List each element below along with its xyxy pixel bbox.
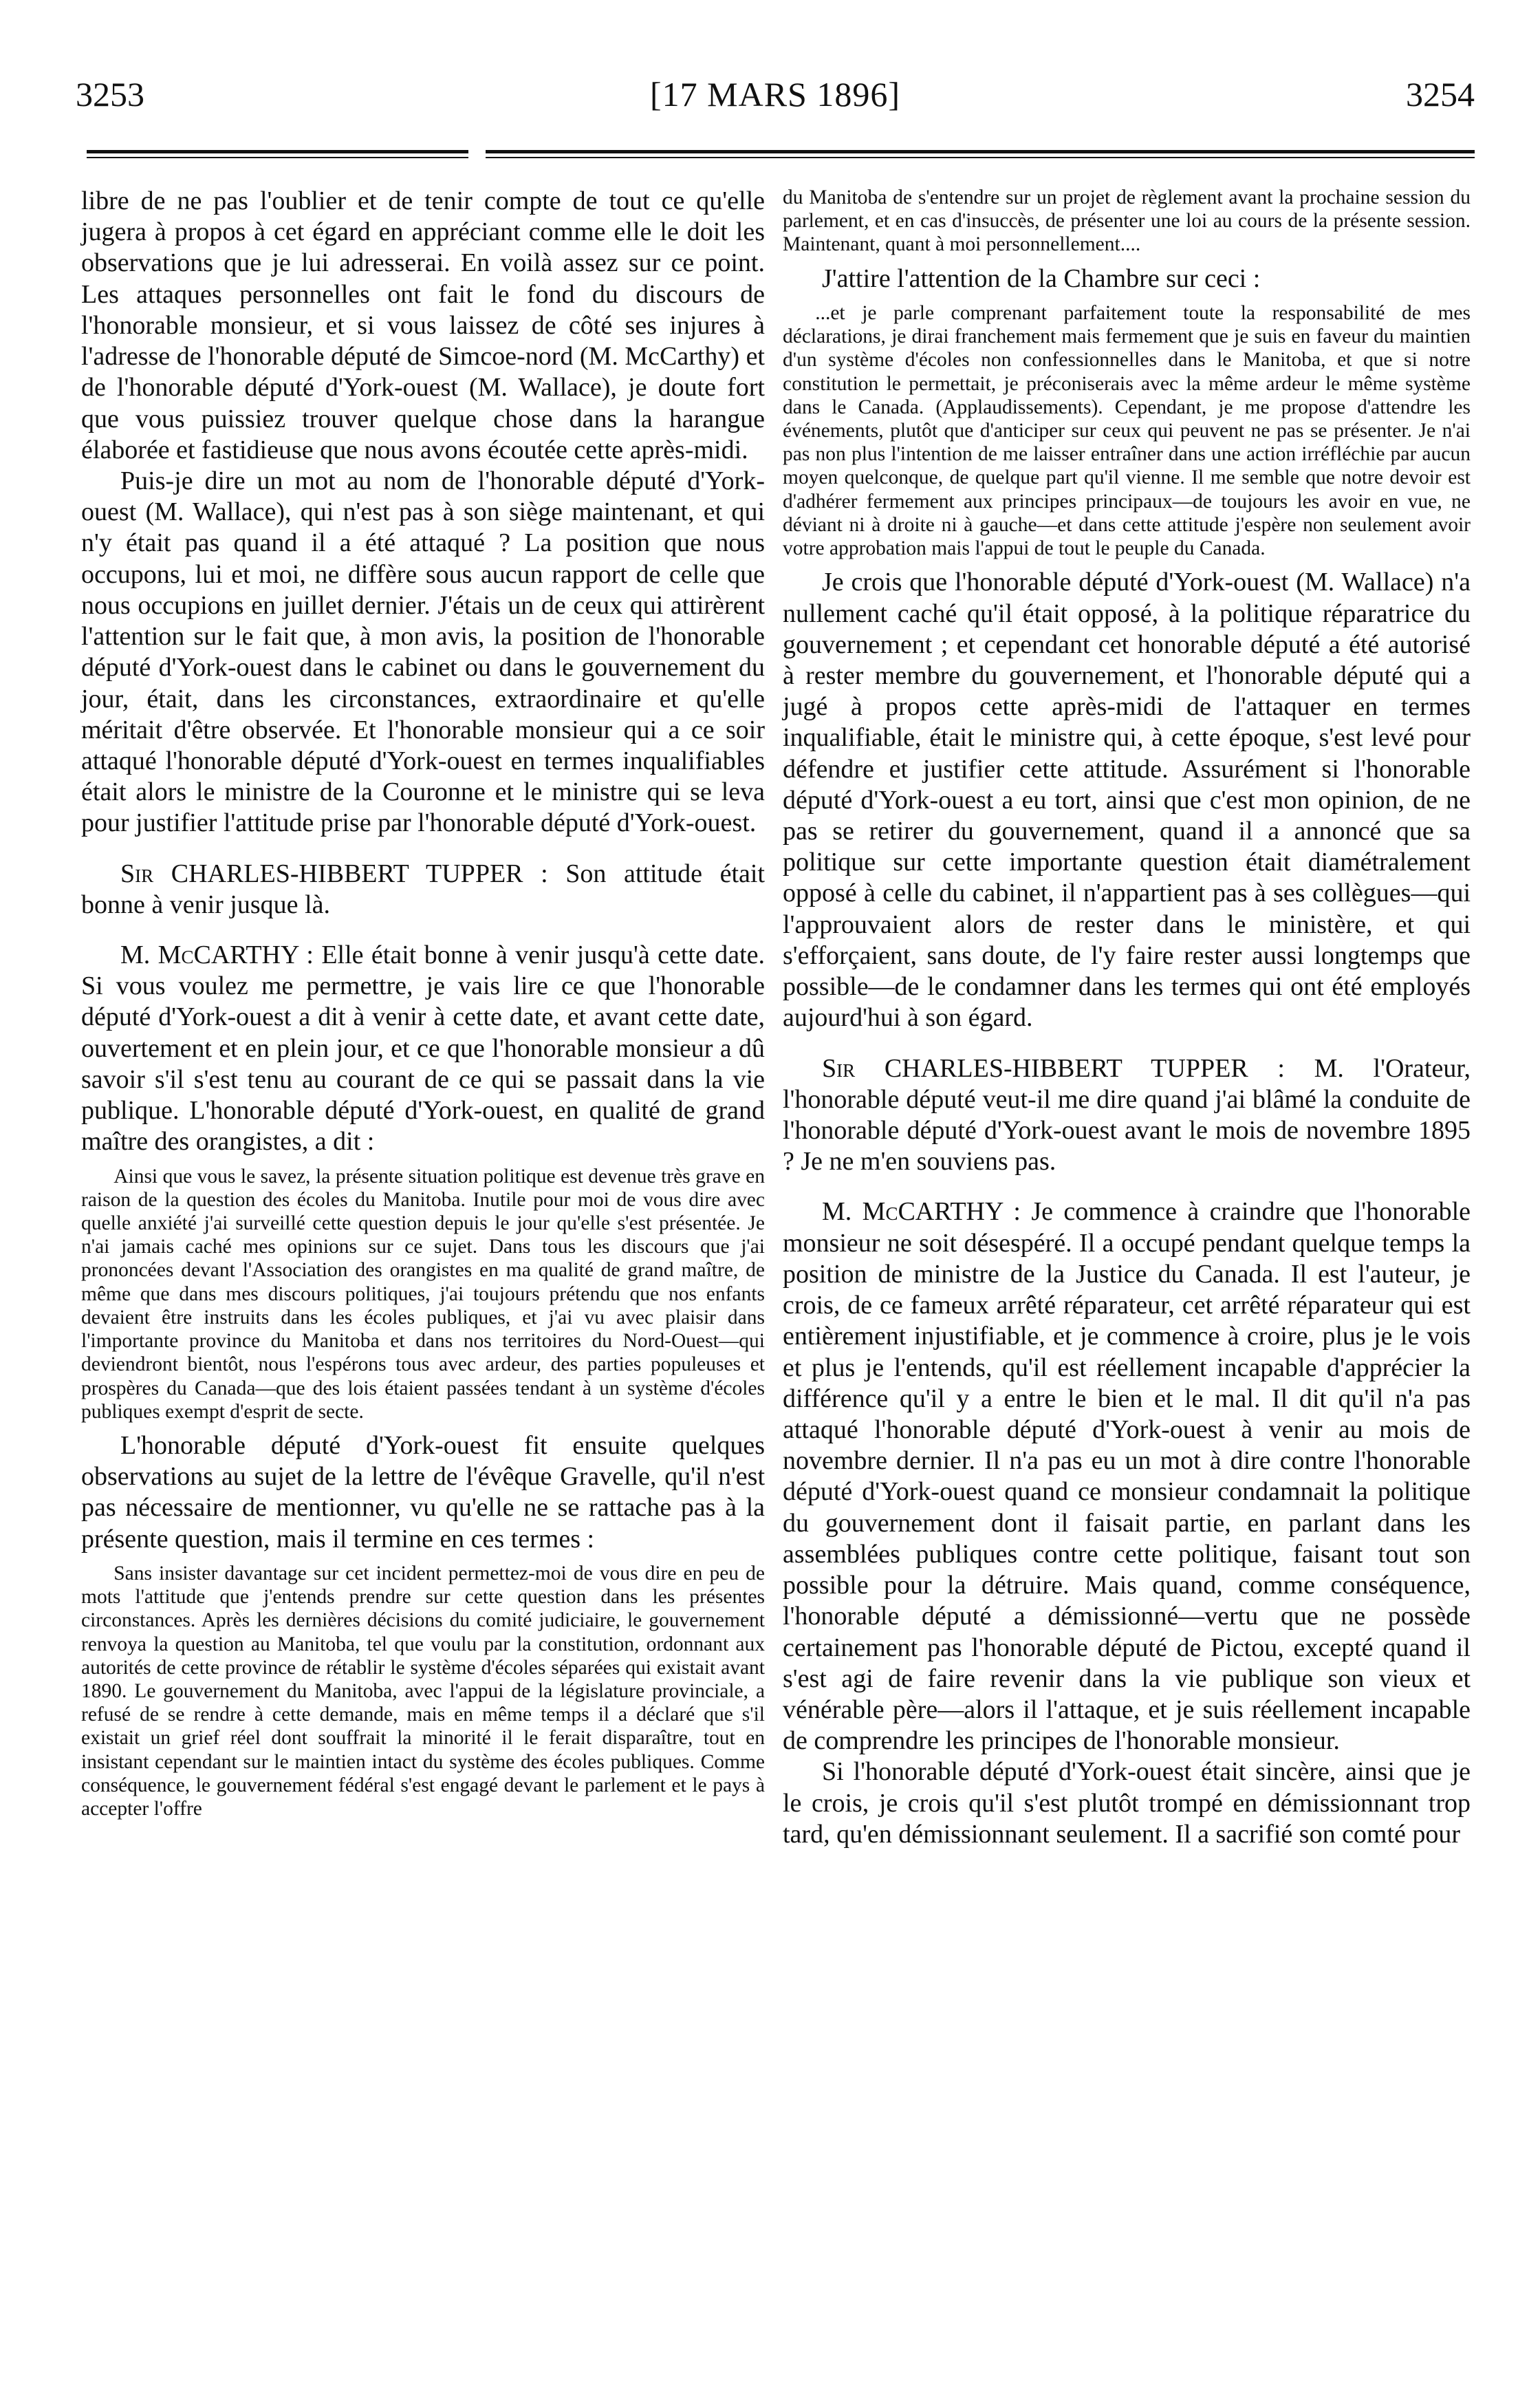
- header-rule-left: [87, 150, 468, 158]
- header-rule-right: [486, 150, 1475, 158]
- speech-text: M. l'Orateur, l'honorable député veut-il me dire quand j'ai blâmé la conduite de l'honorable député d'York-ouest avant le mois de novembre 1895 ? Je ne m'en souviens pas.: [783, 1053, 1471, 1176]
- speaker-name: M. McCARTHY :: [120, 940, 314, 970]
- speech-paragraph: [783, 1196, 1471, 1756]
- header-rules: [87, 150, 1475, 166]
- speaker-name: Sir CHARLES-HIBBERT TUPPER :: [120, 859, 548, 888]
- speech-paragraph: [81, 859, 765, 921]
- body-paragraph: J'attire l'attention de la Chambre sur ceci :: [822, 264, 1261, 293]
- speech-paragraph: [81, 940, 765, 1158]
- quoted-passage: du Manitoba de s'entendre sur un projet de règlement avant la prochaine session du parlement, et en cas d'insuccès, de présenter une loi au cours de la présente session. Maintenant, quant à moi personnellement....: [783, 186, 1471, 256]
- body-paragraph: L'honorable député d'York-ouest fit ensuite quelques observations au sujet de la lettre de l'évêque Gravelle, qu'il n'est pas nécessaire de mentionner, vu qu'elle ne se rattache pas à la présente question, mais il termine en ces termes :: [81, 1430, 765, 1554]
- speaker-name: Sir CHARLES-HIBBERT TUPPER :: [822, 1053, 1285, 1083]
- page-number-right: 3254: [1406, 75, 1475, 114]
- body-paragraph: Je crois que l'honorable député d'York-ouest (M. Wallace) n'a nullement caché qu'il était opposé, à la politique réparatrice du gouvernement ; et cependant cet honorable député a été autorisé à rester membre du gouvernement, et l'honorable député qui a jugé à propos cette après-midi de l'attaquer en termes inqualifiable, était le ministre qui, à cette époque, s'est levé pour défendre et justifier cette attitude. Assurément si l'honorable député d'York-ouest a eu tort, ainsi que c'est mon opinion, de ne pas se retirer du gouvernement, quand il a annoncé que sa politique sur cette importante question était diamétralement opposé à celle du cabinet, il n'appartient pas à ses collègues—qui l'approuvaient alors de rester dans le ministère, et qui s'efforçaient, sans doute, de l'y faire rester aussi longtemps que possible—de le condamner dans les termes qui ont été employés aujourd'hui à son égard.: [783, 568, 1471, 1033]
- speech-text: Son attitude était bonne à venir jusque là.: [81, 859, 765, 919]
- quoted-passage: Ainsi que vous le savez, la présente situation politique est devenue très grave en raison de la question des écoles du Manitoba. Inutile pour moi de vous dire avec quelle anxiété j'ai surveillé cette question depuis le jour qu'elle s'est présentée. Je n'ai jamais caché mes opinions sur ce sujet. Dans tous les discours que j'ai prononcées devant l'Association des orangistes en ma qualité de grand maître, de même que dans mes discours politiques, j'ai toujours prétendu que nos enfants devaient être instruits dans les écoles publiques, et j'ai vu avec plaisir dans l'importante province du Manitoba et dans nos territoires du Nord-Ouest—qui deviendront bientôt, nous l'espérons tous avec ardeur, des parties populeuses et prospères du Canada—que des lois étaient passées tendant à un système d'écoles publiques exempt d'esprit de secte.: [81, 1165, 765, 1423]
- speech-text: Je commence à craindre que l'honorable monsieur ne soit désespéré. Il a occupé pendant quelque temps la position de ministre de la Justice du Canada. Il est l'auteur, je crois, de ce fameux arrêté réparateur, cet arrêté réparateur qui est entièrement injustifiable, et je commence à croire, plus je le vois et plus je l'entends, qu'il est réellement incapable d'apprécier la différence qu'il y a entre le bien et le mal. Il dit qu'il n'a pas attaqué l'honorable député d'York-ouest à venir au mois de novembre dernier. Il n'a pas eu un mot à dire contre l'honorable député d'York-ouest quand ce monsieur condamnait la politique du gouvernement dont il faisait partie, en parlant dans les assemblées publiques contre cette politique, faisant tout son possible pour la détruire. Mais quand, comme conséquence, l'honorable député a démissionné—vertu que ne possède certainement pas l'honorable député de Pictou, excepté quand il s'est agi de faire revenir dans la vie publique son vieux et vénérable père—alors il l'attaque, et je suis réellement incapable de comprendre les principes de l'honorable monsieur.: [783, 1197, 1471, 1756]
- speech-paragraph: [783, 1053, 1471, 1178]
- body-paragraph: Si l'honorable député d'York-ouest était sincère, ainsi que je le crois, je crois qu'il s'est plutôt trompé en démissionnant trop tard, qu'en démissionnant seulement. Il a sacrifié son comté pour: [783, 1757, 1471, 1849]
- page-header: [76, 74, 1475, 129]
- quoted-passage: ...et je parle comprenant parfaitement toute la responsabilité de mes déclarations, je dirai franchement mais fermement que je suis en faveur du maintien d'un système d'écoles non confessionnelles dans le Manitoba, et que si notre constitution le permettait, je préconiserais avec la même ardeur le même système dans le Canada. (Applaudissements). Cependant, je me propose d'attendre les événements, plutôt que d'anticiper sur ceux qui peuvent ne pas se présenter. Je n'ai pas non plus l'intention de me laisser entraîner dans une action irréfléchie par aucun moyen quelconque, de quelque part qu'il vienne. Il me semble que notre devoir est d'adhérer fermement aux principes principaux—de toujours les avoir en vue, ne déviant ni à droite ni à gauche—et dans cette attitude j'espère non seulement avoir votre approbation mais l'appui de tout le peuple du Canada.: [783, 301, 1471, 560]
- body-paragraph: libre de ne pas l'oublier et de tenir compte de tout ce qu'elle jugera à propos à cet égard en appréciant comme elle le doit les observations que je lui adresserai. En voilà assez sur ce point. Les attaques personnelles ont fait le fond du discours de l'honorable monsieur, et si vous laissez de côté ses injures à l'adresse de l'honorable député de Simcoe-nord (M. McCarthy) et de l'honorable député d'York-ouest (M. Wallace), je doute fort que vous puissiez trouver quelque chose dans la harangue élaborée et fastidieuse que nous avons écoutée cette après-midi.: [81, 186, 765, 464]
- page-number-left: 3253: [76, 75, 144, 114]
- body-paragraph: Puis-je dire un mot au nom de l'honorable député d'York-ouest (M. Wallace), qui n'est pas à son siège maintenant, et qui n'y était pas quand il a été attaqué ? La position que nous occupons, lui et moi, ne diffère sous aucun rapport de celle que nous occupions en juillet dernier. J'étais un de ceux qui attirèrent l'attention sur le fait que, à mon avis, la position de l'honorable député d'York-ouest dans le cabinet ou dans le gouvernement du jour, était, dans les circonstances, extraordinaire et qu'elle méritait d'être observée. Et l'honorable monsieur qui a ce soir attaqué l'honorable député d'York-ouest en termes inqualifiables était alors le ministre de la Couronne et le ministre qui se leva pour justifier l'attitude prise par l'honorable député d'York-ouest.: [81, 466, 765, 838]
- quoted-passage: Sans insister davantage sur cet incident permettez-moi de vous dire en peu de mots l'attitude que j'entends prendre sur cette question dans les présentes circonstances. Après les dernières décisions du comité judiciaire, le gouvernement renvoya la question au Manitoba, tel que voulu par la constitution, ordonnant aux autorités de cette province de rétablir le système d'écoles séparées qui existait avant 1890. Le gouvernement du Manitoba, avec l'appui de la législature provinciale, a refusé de se rendre à cette demande, mais en même temps il a déclaré que s'il existait un grief réel dont souffrait la minorité il le ferait disparaître, tout en insistant cependant sur le maintien intact du système des écoles publiques. Comme conséquence, le gouvernement fédéral s'est engagé devant le parlement et le pays à accepter l'offre: [81, 1562, 765, 1820]
- speaker-name: M. McCARTHY :: [822, 1197, 1021, 1227]
- session-date: [17 MARS 1896]: [649, 75, 901, 114]
- right-column: [783, 186, 1471, 1850]
- speech-text: Elle était bonne à venir jusqu'à cette date. Si vous voulez me permettre, je vais lire ce que l'honorable député d'York-ouest a dit à venir à cette date, et avant cette date, ouvertement et en plein jour, et ce que l'honorable monsieur a dû savoir s'il s'est tenu au courant de ce qui se passait dans la vie publique. L'honorable député d'York-ouest, en qualité de grand maître des orangistes, a dit :: [81, 940, 765, 1157]
- left-column: [81, 186, 765, 1827]
